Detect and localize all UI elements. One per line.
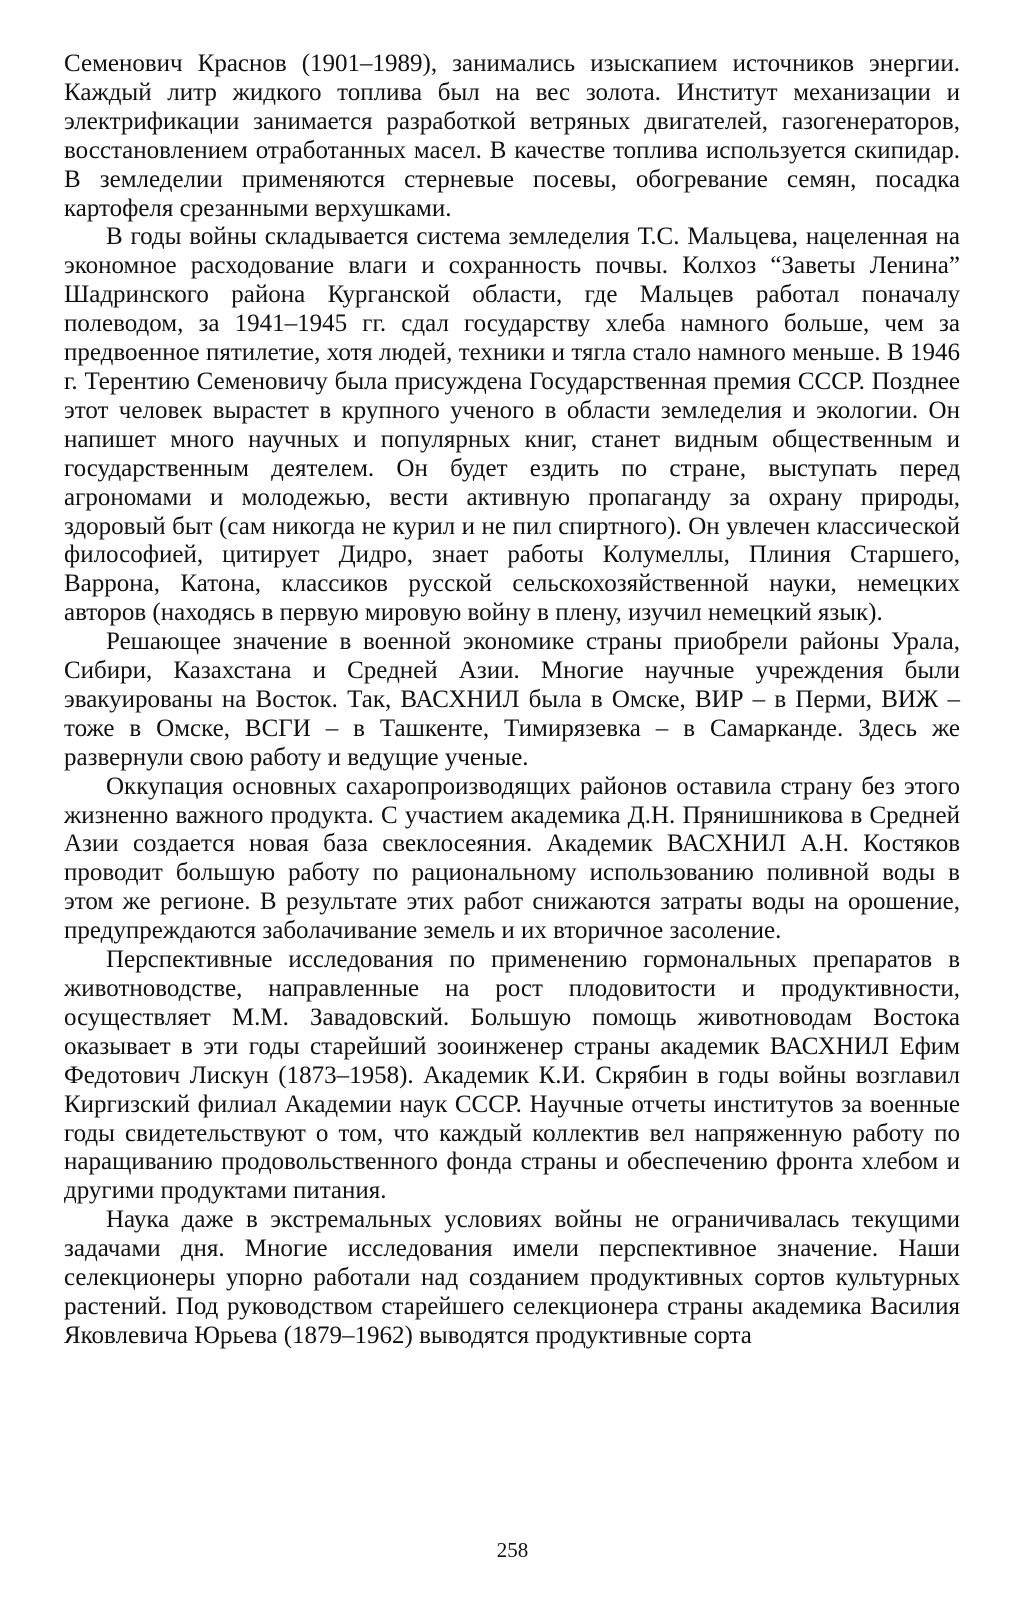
paragraph-3: Решающее значение в военной экономике страны приобрели районы Урала, Сибири, Казахстана и Средней Азии. Многие научные учреждения были эвакуированы на Восток. Так, ВАСХНИЛ была в Омске, ВИР – в Перми, ВИЖ – тоже в Омске, ВСГИ – в Ташкенте, Тимирязевка – в Самарканде. Здесь же развернули свою работу и ведущие ученые. [64, 628, 960, 771]
page-body [64, 50, 960, 1351]
paragraph-5: Перспективные исследования по применению гормональных препаратов в животноводстве, направленные на рост плодовитости и продуктивности, осуществляет М.М. Завадовский. Большую помощь животноводам Востока оказывает в эти годы старейший зооинженер страны академик ВАСХНИЛ Ефим Федотович Лискун (1873–1958). Академик К.И. Скрябин в годы войны возглавил Киргизский филиал Академии наук СССР. Научные отчеты институтов за военные годы свидетельствуют о том, что каждый коллектив вел напряженную работу по наращиванию продовольственного фонда страны и обеспечению фронта хлебом и другими продуктами питания. [64, 946, 960, 1205]
page-number: 258 [496, 1538, 529, 1562]
paragraph-4: Оккупация основных сахаропроизводящих районов оставила страну без этого жизненно важного продукта. С участием академика Д.Н. Прянишникова в Средней Азии создается новая база свеклосеяния. Академик ВАСХНИЛ А.Н. Костяков проводит большую работу по рациональному использованию поливной воды в этом же регионе. В результате этих работ снижаются затраты воды на орошение, предупреждаются заболачивание земель и их вторичное засоление. [64, 772, 960, 945]
paragraph-6: Наука даже в экстремальных условиях войны не ограничивалась текущими задачами дня. Многие исследования имели перспективное значение. Наши селекционеры упорно работали над созданием продуктивных сортов культурных растений. Под руководством старейшего селекционера страны академика Василия Яковлевича Юрьева (1879–1962) выводятся продуктивные сорта [64, 1206, 960, 1349]
paragraph-1: Семенович Краснов (1901–1989), занимались изыскапием источников энергии. Каждый литр жидкого топлива был на вес золота. Институт механизации и электрификации занимается разработкой ветряных двигателей, газогенераторов, восстановлением отработанных масел. В качестве топлива используется скипидар. В земледелии применяются стерневые посевы, обогревание семян, посадка картофеля срезанными верхушками. [64, 50, 960, 222]
paragraph-2: В годы войны складывается система земледелия Т.С. Мальцева, нацеленная на экономное расходование влаги и сохранность почвы. Колхоз “Заветы Ленина” Шадринского района Курганской области, где Мальцев работал поначалу полеводом, за 1941–1945 гг. сдал государству хлеба намного больше, чем за предвоенное пятилетие, хотя людей, техники и тягла стало намного меньше. В 1946 г. Терентию Семеновичу была присуждена Государственная премия СССР. Позднее этот человек вырастет в крупного ученого в области земледелия и экологии. Он напишет много научных и популярных книг, станет видным общественным и государственным деятелем. Он будет ездить по стране, выступать перед агрономами и молодежью, вести активную пропаганду за охрану природы, здоровый быт (сам никогда не курил и не пил спиртного). Он увлечен классической философией, цитирует Дидро, знает работы Колумеллы, Плиния Старшего, Варрона, Катона, классиков русской сельскохозяйственной науки, немецких авторов (находясь в первую мировую войну в плену, изучил немецкий язык). [64, 223, 960, 627]
